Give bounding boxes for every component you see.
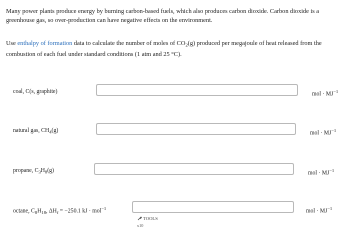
natural-gas-answer-input[interactable] (96, 123, 296, 135)
natural-gas-unit: mol · $MJ^{-1}$ (310, 128, 337, 137)
instruction-paragraph: Use enthalpy of formation data to calculate the number of moles of $CO_2(g)$ produced per megajoule of heat released from the combustion of each fuel under standard conditions (1 atm and 25 °C). (6, 40, 322, 58)
enthalpy-of-formation-link[interactable]: enthalpy of formation (17, 40, 73, 47)
tools-button[interactable] (137, 216, 158, 221)
natural-gas-label: natural gas, $CH_4(g)$ (13, 128, 59, 135)
wrench-icon (137, 216, 142, 221)
propane-answer-input[interactable] (94, 163, 294, 175)
octane-label: octane, $C_8H_{18}$, $\Delta H_f = -250.1$ kJ · mol$^{-1}$ (13, 206, 107, 215)
intro-paragraph: Many power plants produce energy by burning carbon-based fuels, which also produces carbon dioxide. Carbon dioxide is a greenhouse gas, so over-production can have negative effects on the environment. (6, 8, 320, 24)
coal-label: coal, C(s, graphite) (13, 89, 58, 95)
propane-label: propane, $C_3H_8(g)$ (13, 168, 54, 175)
propane-unit: mol · $MJ^{-1}$ (308, 168, 335, 177)
coal-answer-input[interactable] (96, 84, 298, 96)
scientific-notation-button[interactable]: x10 (137, 223, 144, 228)
octane-answer-input[interactable] (132, 201, 294, 213)
coal-unit: mol · $MJ^{-1}$ (312, 89, 339, 98)
octane-unit: mol · $MJ^{-1}$ (306, 206, 333, 215)
tools-label: TOOLS (143, 216, 158, 221)
